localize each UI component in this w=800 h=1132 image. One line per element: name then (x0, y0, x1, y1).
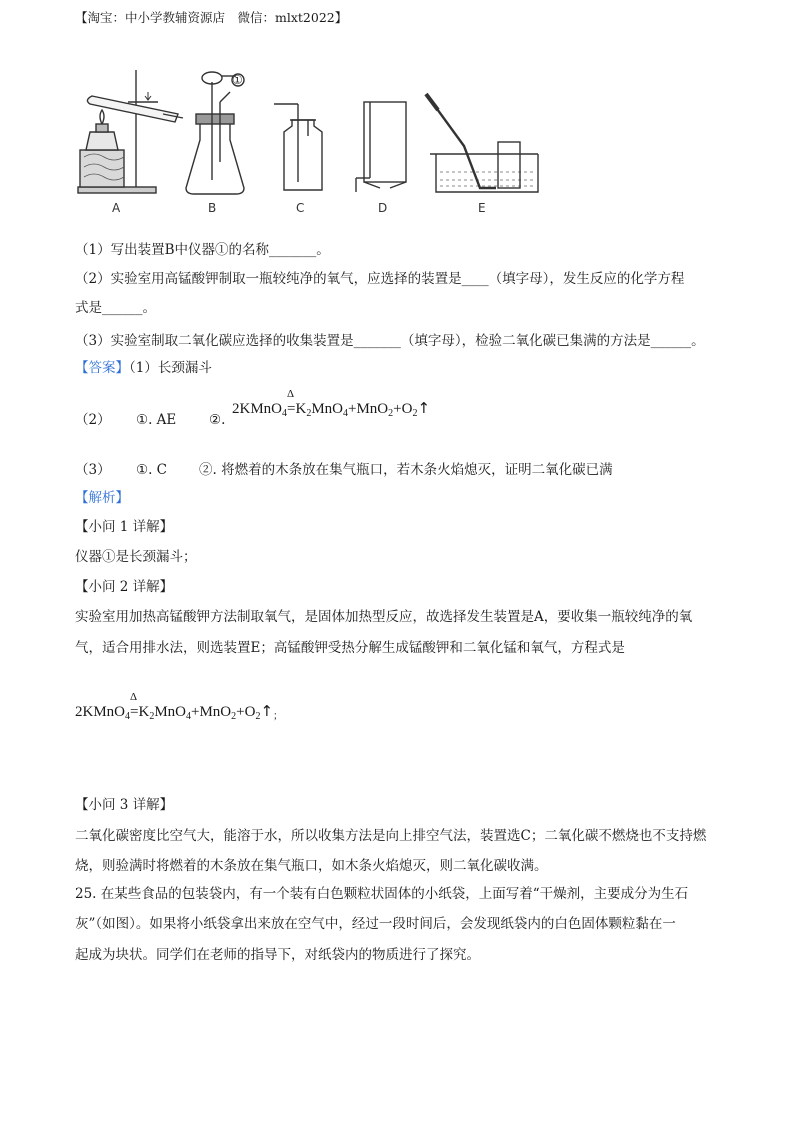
subquestion-2-line-1: 实验室用加热高锰酸钾方法制取氧气，是固体加热型反应，故选择发生装置是A，要收集一瓶较纯净的氧 (75, 609, 693, 625)
answer-2-prefix: （2） (75, 412, 111, 428)
question-25-line-2: 灰”（如图）。如果将小纸袋拿出来放在空气中，经过一段时间后，会发现纸袋内的白色固体颗粒黏在一 (75, 916, 676, 932)
answer-1: （1）长颈漏斗 (129, 360, 212, 376)
apparatus-c (274, 104, 322, 190)
apparatus-d (356, 102, 406, 192)
apparatus-a (78, 70, 183, 193)
answer-tag: 【答案】 (75, 360, 129, 376)
subquestion-1-heading: 【小问 1 详解】 (75, 519, 174, 535)
answer-2-part-1: ①. AE (136, 412, 177, 428)
equation-answer: 2KMnO$_4$ Δ $=K_2MnO_4+MnO_2+O_2↑$ (232, 388, 431, 419)
answer-3-part-2: ②. 将燃着的木条放在集气瓶口，若木条火焰熄灭，证明二氧化碳已满 (199, 462, 613, 478)
gas-arrow: ↑ (417, 399, 431, 417)
subquestion-3-line-2: 烧，则验满时将燃着的木条放在集气瓶口，如木条火焰熄灭，则二氧化碳收满。 (75, 858, 548, 874)
analysis-tag: 【解析】 (75, 490, 129, 506)
answer-3-prefix: （3） (75, 462, 111, 478)
answer-2-part-2: ②. (209, 412, 226, 428)
apparatus-b (186, 72, 244, 194)
answer-3-part-1: ①. C (136, 462, 168, 478)
page-header: 【淘宝：中小学教辅资源店 微信：mlxt2022】 (75, 10, 348, 25)
marker-1: ① (232, 73, 243, 87)
label-a: A (112, 201, 121, 215)
condition-delta: Δ (287, 388, 295, 400)
label-b: B (208, 201, 217, 215)
question-2-line-2: 式是______。 (75, 300, 156, 316)
question-1: （1）写出装置B中仪器①的名称_______。 (75, 242, 330, 258)
subquestion-1-text: 仪器①是长颈漏斗； (75, 549, 197, 565)
question-25-line-3: 起成为块状。同学们在老师的指导下，对纸袋内的物质进行了探究。 (75, 947, 480, 963)
subquestion-2-heading: 【小问 2 详解】 (75, 579, 174, 595)
question-25-line-1: 25. 在某些食品的包装袋内，有一个装有白色颗粒状固体的小纸袋，上面写着“干燥剂，主要成分为生石 (75, 886, 689, 902)
label-e: E (478, 201, 486, 215)
question-3: （3）实验室制取二氧化碳应选择的收集装置是_______（填字母），检验二氧化碳已集满的方法是______。 (75, 333, 705, 349)
subquestion-3-line-1: 二氧化碳密度比空气大，能溶于水，所以收集方法是向上排空气法，装置选C；二氧化碳不燃烧也不支持燃 (75, 828, 707, 844)
equation-analysis: 2KMnO$_4$ Δ $=K_2MnO_4+MnO_2+O_2↑_;$ (75, 691, 284, 722)
subquestion-2-line-2: 气，适合用排水法，则选装置E；高锰酸钾受热分解生成锰酸钾和二氧化锰和氧气，方程式是 (75, 640, 625, 656)
subquestion-3-heading: 【小问 3 详解】 (75, 797, 174, 813)
apparatus-e (426, 94, 538, 192)
question-2-line-1: （2）实验室用高锰酸钾制取一瓶较纯净的氧气，应选择的装置是____（填字母），发生反应的化学方程 (75, 271, 685, 287)
apparatus-figure (68, 62, 548, 222)
label-d: D (378, 201, 388, 215)
label-c: C (296, 201, 305, 215)
answer-block (75, 358, 212, 378)
